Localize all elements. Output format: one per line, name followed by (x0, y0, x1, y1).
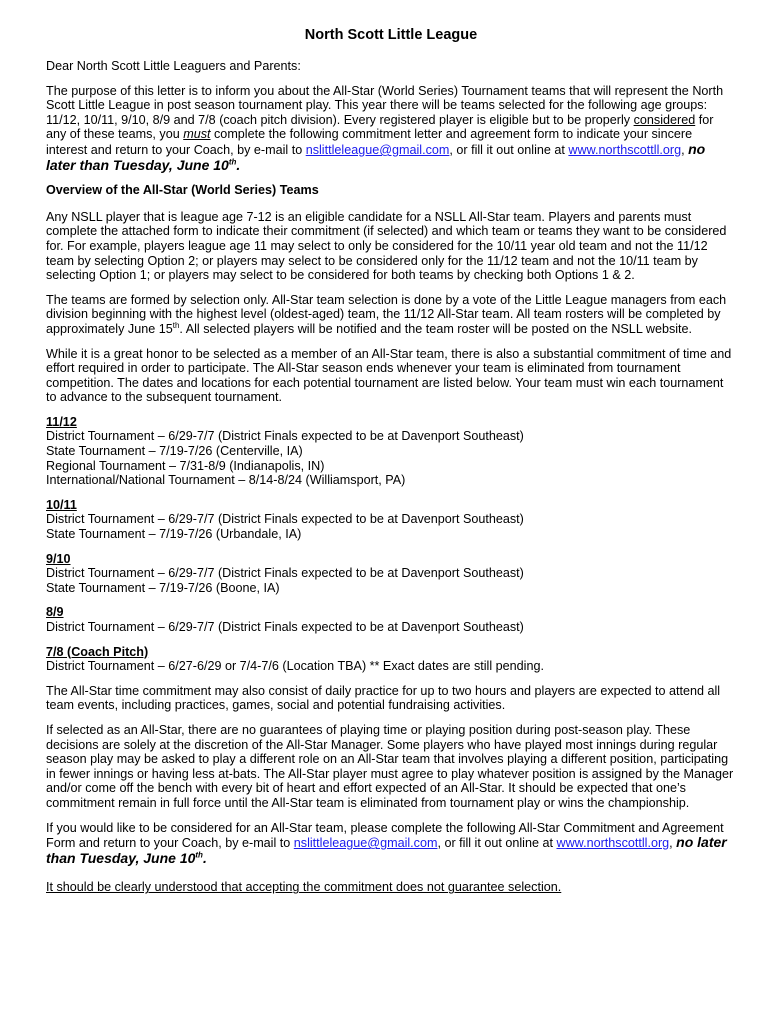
division-label: 8/9 (46, 605, 64, 620)
tournament-line: State Tournament – 7/19-7/26 (Centerville, IA) (46, 444, 303, 459)
deadline-end: . (236, 156, 241, 173)
closing-text-3: , (669, 836, 677, 851)
must-emphasis: must (183, 127, 211, 142)
closing-text-1: If you would like to be considered for an All-Star team, please complete the following All-Star Commitment and Agreement Form and return to your Coach, by e-mail to (46, 820, 724, 851)
division-label: 11/12 (46, 414, 77, 429)
closing-text-2: , or fill it out online at (437, 836, 557, 851)
tournament-section-8-9 (46, 605, 736, 634)
guarantees-paragraph: If selected as an All-Star, there are no guarantees of playing time or playing position during post-season play. These decisions are solely at the discretion of the All-Star Manager. Some players who have played most innings during regular season play may be asked to play a different role on an All-Star team that involves playing a different position, participating in fewer innings or having less at-bats. The All-Star player must agree to play whatever position is assigned by the Manager and/or come off the bench with every bit of heart and effort expected of an All-Star. It should be expected that one’s commitment remain in full force until the All-Star team is eliminated from tournament play or wins the championship. (46, 722, 734, 810)
practice-paragraph: The All-Star time commitment may also consist of daily practice for up to two hours and players are expected to attend all team events, including practices, games, social and potential fundraising activities. (46, 683, 721, 713)
deadline-end: . (202, 849, 207, 866)
deadline-sup: th (195, 850, 203, 860)
final-notice: It should be clearly understood that accepting the commitment does not guarantee selection. (46, 880, 562, 895)
deadline-main: no later than Tuesday, June 10 (46, 834, 727, 866)
tournament-section-9-10 (46, 552, 736, 596)
email-link[interactable]: nslittleleague@gmail.com (305, 142, 450, 157)
considered-underlined: considered (633, 112, 696, 127)
intro-text-4: , or fill it out online at (449, 142, 569, 157)
tournament-line: State Tournament – 7/19-7/26 (Boone, IA) (46, 580, 280, 595)
selection-paragraph (46, 293, 736, 337)
email-link[interactable]: nslittleleague@gmail.com (293, 836, 438, 851)
deadline-sup: th (228, 156, 237, 166)
selection-text-2: . All selected players will be notified and the team roster will be posted on the NSLL website. (179, 321, 693, 336)
tournament-line: District Tournament – 6/29-7/7 (District Finals expected to be at Davenport Southeast) (46, 429, 524, 444)
tournament-line: International/National Tournament – 8/14-8/24 (Williamsport, PA) (46, 473, 406, 488)
division-label: 9/10 (46, 551, 71, 566)
letter-page (46, 22, 736, 905)
overview-heading: Overview of the All-Star (World Series) Teams (46, 183, 319, 198)
tournament-line: State Tournament – 7/19-7/26 (Urbandale, IA) (46, 527, 302, 542)
intro-text-1: The purpose of this letter is to inform you about the All-Star (World Series) Tournament teams that will represent the North Scott Little League in post season tournament play. This year there will be teams selected for the following age groups: 11/12, 10/11, 9/10, 8/9 and 7/8 (coach pitch division). Every registered player is eligible but to be properly (46, 83, 724, 127)
division-label: 7/8 (Coach Pitch) (46, 644, 149, 659)
selection-sup: th (172, 320, 180, 330)
commitment-paragraph: While it is a great honor to be selected as a member of an All-Star team, there is also a substantial commitment of time and effort required in order to participate. The All-Star season ends whenever your team is eliminated from tournament competition. The dates and locations for each potential tournament are listed below. Your team must win each tournament to advance to the subsequent tournament. (46, 346, 732, 405)
intro-paragraph (46, 84, 736, 174)
tournament-line: District Tournament – 6/29-7/7 (District Finals expected to be at Davenport Southeast) (46, 512, 524, 527)
intro-text-2: for any of these teams, you (46, 112, 714, 142)
tournament-line: Regional Tournament – 7/31-8/9 (Indianapolis, IN) (46, 458, 325, 473)
tournament-section-7-8 (46, 645, 736, 674)
tournament-line: District Tournament – 6/27-6/29 or 7/4-7/6 (Location TBA) ** Exact dates are still pending. (46, 659, 544, 674)
selection-text-1: The teams are formed by selection only. All-Star team selection is done by a vote of the Little League managers from each division beginning with the highest level (oldest-aged) team, the 11/12 All-Star team. All team rosters will be completed by approximately June 15 (46, 292, 727, 336)
tournament-line: District Tournament – 6/29-7/7 (District Finals expected to be at Davenport Southeast) (46, 620, 524, 634)
page-title: North Scott Little League (304, 27, 478, 43)
website-link[interactable]: www.northscottll.org (556, 836, 670, 851)
tournament-section-11-12 (46, 415, 736, 488)
tournament-line: District Tournament – 6/29-7/7 (District Finals expected to be at Davenport Southeast) (46, 566, 524, 581)
intro-text-3: complete the following commitment letter and agreement form to indicate your sincere interest and return to your Coach, by e-mail to (46, 127, 693, 157)
division-label: 10/11 (46, 497, 77, 512)
deadline-main: no later than Tuesday, June 10 (46, 140, 706, 173)
website-link[interactable]: www.northscottll.org (568, 142, 682, 157)
intro-text-5: , (681, 142, 689, 157)
tournament-section-10-11 (46, 498, 736, 542)
salutation: Dear North Scott Little Leaguers and Parents: (46, 59, 301, 73)
eligibility-paragraph: Any NSLL player that is league age 7-12 is an eligible candidate for a NSLL All-Star team. Players and parents must complete the attached form to indicate their commitment (if selected) and which team or teams they want to be considered for. For example, players league age 11 may select to only be considered for the 10/11 year old team and not the 11/12 team by selecting Option 2; or players may select to be considered only for the 11/12 team and not the 10/11 team by selecting Option 1; or players may select to be considered for both teams by checking both Options 1 & 2. (46, 209, 727, 283)
closing-paragraph (46, 821, 736, 867)
